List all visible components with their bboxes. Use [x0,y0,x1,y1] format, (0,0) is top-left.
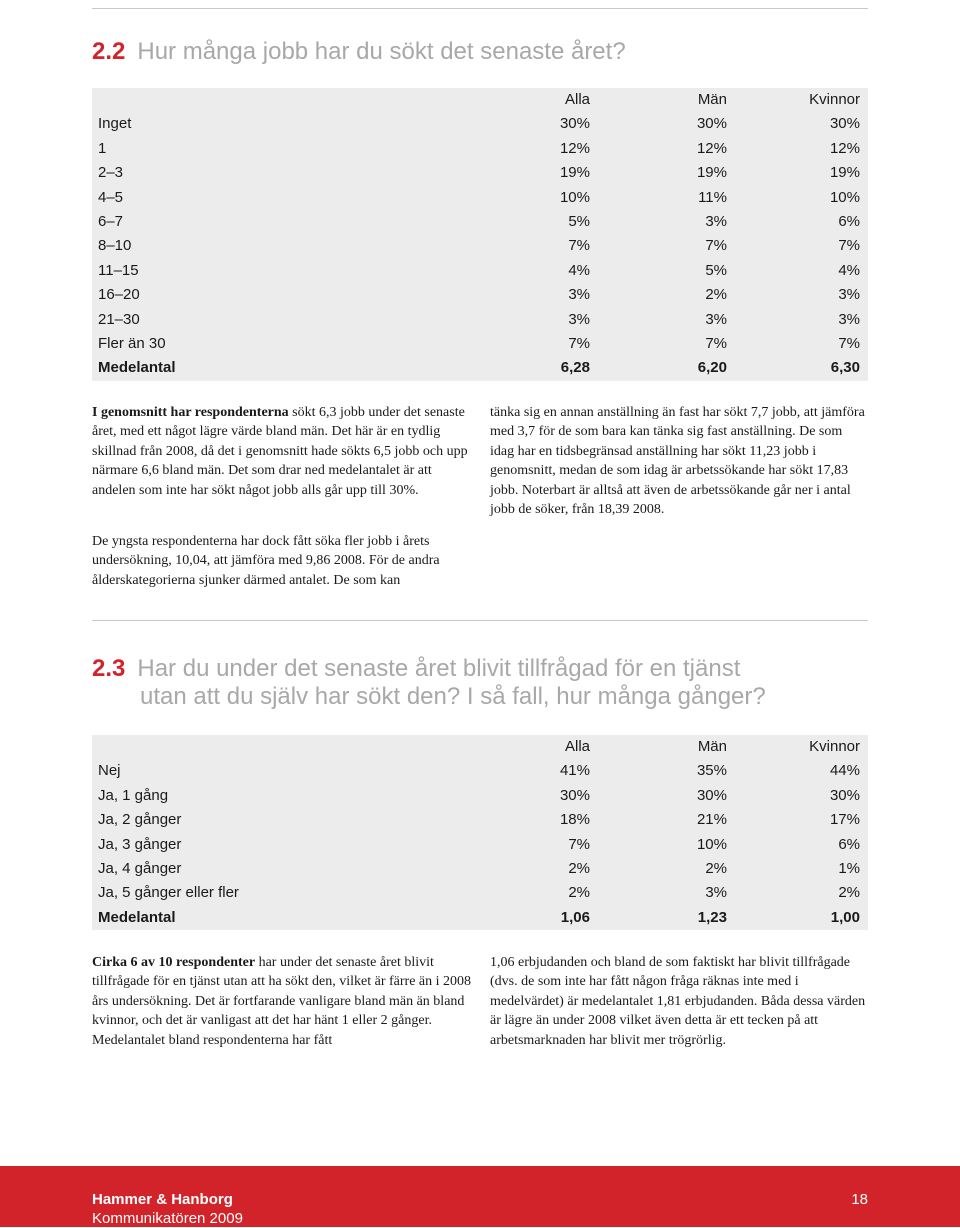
page-number: 18 [851,1191,868,1208]
top-rule [92,8,868,9]
table-cell: 3% [838,286,860,304]
table-cell: 5% [705,261,727,279]
table-cell: 7% [568,237,590,255]
paragraph: tänka sig en annan anställning än fast har sökt 7,7 jobb, att jämföra med 3,7 för de som bara kan tänka sig fast anställning. De som idag har en tidsbegränsad anställning har sökt 11,23 jobb i genomsnitt, medan de som idag är arbetssökande har sökt 17,83 jobb. Noterbart är alltså att även de arbetssökande går ner i antal jobb de söker, från 18,39 2008. [490,405,865,518]
footer-bar [0,1166,960,1227]
table-cell: 19% [559,164,590,182]
footer-brand: Hammer & Hanborg [92,1191,233,1208]
paragraph: har under det senaste året blivit tillfrågade för en tjänst utan att ha sökt den, vilket är färre än i 2008 års undersökning. Det är fortfarande vanligare bland män än bland kvinnor, och det är vanligast att det har hänt 1 eller 2 gånger. Medelantalet bland respondenterna har fått [92,955,472,1048]
body-text-right-2 [490,953,868,1050]
row-label: Ja, 3 gånger [98,835,182,853]
row-label: Ja, 5 gånger eller fler [98,884,239,902]
row-label: 8–10 [98,237,132,255]
lead-bold: I genomsnitt har respondenterna [92,405,289,420]
row-label: 6–7 [98,212,124,230]
section-number: 2.2 [92,38,126,65]
table-cell: 1,00 [830,908,860,926]
table-row [92,210,868,234]
table-cell: 3% [705,212,727,230]
table-cell: 12% [829,139,860,157]
table-cell: 5% [568,212,590,230]
row-label: 21–30 [98,310,140,328]
row-label: 4–5 [98,188,124,206]
table-cell: Alla [564,738,590,755]
table-cell: 44% [829,762,860,780]
table-cell: Alla [564,91,590,108]
table-cell: 17% [829,811,860,829]
row-label: Inget [98,115,132,133]
body-text-left-3 [92,953,477,1050]
row-label: Medelantal [98,908,176,926]
table-cell: 10% [559,188,590,206]
table-cell: 41% [559,762,590,780]
row-label: Medelantal [98,359,176,377]
table-cell: 19% [696,164,727,182]
row-label: 1 [98,139,107,157]
row-label: 16–20 [98,286,140,304]
table-cell: 7% [705,237,727,255]
table-row [92,759,868,783]
table-cell: 3% [568,310,590,328]
section-title-line1: Har du under det senaste året blivit tillfrågad för en tjänst [137,655,741,682]
table-row [92,112,868,136]
table-cell: 7% [705,334,727,352]
table-cell: 6% [838,835,860,853]
row-label: Ja, 2 gånger [98,811,182,829]
table-cell: Män [697,738,727,755]
table-row [92,234,868,258]
offers-table [92,735,868,930]
row-label: 2–3 [98,164,124,182]
table-cell: 2% [568,884,590,902]
body-text-left-1 [92,403,477,500]
table-cell: 7% [838,334,860,352]
table-cell: 7% [568,835,590,853]
row-label: Ja, 4 gånger [98,859,182,877]
paragraph: sökt 6,3 jobb under det senaste året, med ett något lägre värde bland män. Det här är en tydlig skillnad från 2008, då det i genomsnitt hade sökts 6,5 jobb och upp närmare 6,6 bland män. Det som drar ned medelantalet är att andelen som inte har sökt något jobb alls går upp till 30%. [92,405,468,498]
paragraph: 1,06 erbjudanden och bland de som faktiskt har blivit tillfrågade (dvs. de som inte har fått någon fråga räknas inte med i medelvärdet) är medelantalet 1,81 erbjudanden. Båda dessa värden är lägre än under 2008 vilket även detta är ett tecken på att arbetsmarknaden har blivit mer trögrörlig. [490,955,866,1048]
table-cell: 2% [838,884,860,902]
table-row [92,137,868,161]
table-cell: 1% [838,859,860,877]
table-row [92,881,868,905]
table-cell: 30% [829,786,860,804]
table-cell: 2% [705,286,727,304]
body-text-right-1 [490,403,868,519]
section-divider [92,620,868,621]
table-cell: 4% [838,261,860,279]
table-cell: Män [697,91,727,108]
table-cell: 2% [705,859,727,877]
section-title: Hur många jobb har du sökt det senaste året? [137,38,626,65]
footer-subtitle: Kommunikatören 2009 [92,1210,243,1227]
table-cell: 1,23 [697,908,727,926]
section-heading-2-3 [92,655,868,711]
section-title-line2: utan att du själv har sökt den? I så fall, hur många gånger? [140,683,766,710]
table-summary-row [92,356,868,380]
jobs-applied-table [92,88,868,381]
table-cell: 10% [696,835,727,853]
table-row [92,283,868,307]
paragraph: De yngsta respondenterna har dock fått söka fler jobb i årets undersökning, 10,04, att jämföra med 9,86 2008. För de andra ålderskategorierna sjunker därmed antalet. De som kan [92,534,440,588]
table-row [92,784,868,808]
table-cell: 2% [568,859,590,877]
table-cell: 12% [696,139,727,157]
table-cell: 3% [705,310,727,328]
table-row [92,186,868,210]
section-heading-2-2 [92,38,868,66]
table-cell: 6,20 [697,359,727,377]
section-number: 2.3 [92,655,126,682]
table-header-row [92,88,868,112]
table-cell: 11% [698,188,727,206]
table-cell: 3% [705,884,727,902]
row-label: Ja, 1 gång [98,786,169,804]
table-cell: 30% [829,115,860,133]
table-cell: 10% [829,188,860,206]
table-cell: 6% [838,212,860,230]
table-cell: Kvinnor [809,738,860,755]
table-row [92,259,868,283]
table-cell: 18% [559,811,590,829]
table-cell: 1,06 [560,908,590,926]
table-header-row [92,735,868,759]
table-cell: 19% [829,164,860,182]
row-label: Nej [98,762,121,780]
table-cell: 30% [559,115,590,133]
table-cell: 21% [696,811,727,829]
table-cell: 3% [568,286,590,304]
table-row [92,833,868,857]
body-text-left-2 [92,532,477,590]
row-label: Fler än 30 [98,334,166,352]
lead-bold: Cirka 6 av 10 respondenter [92,955,256,970]
row-label: 11–15 [98,261,139,279]
table-cell: 35% [696,762,727,780]
table-row [92,808,868,832]
table-cell: 7% [568,334,590,352]
table-cell: 30% [559,786,590,804]
table-cell: 7% [838,237,860,255]
table-row [92,161,868,185]
table-cell: 30% [696,786,727,804]
table-cell: 30% [696,115,727,133]
table-row [92,332,868,356]
table-row [92,308,868,332]
table-cell: 4% [568,261,590,279]
table-cell: 6,28 [560,359,590,377]
table-row [92,857,868,881]
table-summary-row [92,906,868,930]
table-cell: 3% [838,310,860,328]
table-cell: Kvinnor [809,91,860,108]
table-cell: 12% [559,139,590,157]
table-cell: 6,30 [830,359,860,377]
